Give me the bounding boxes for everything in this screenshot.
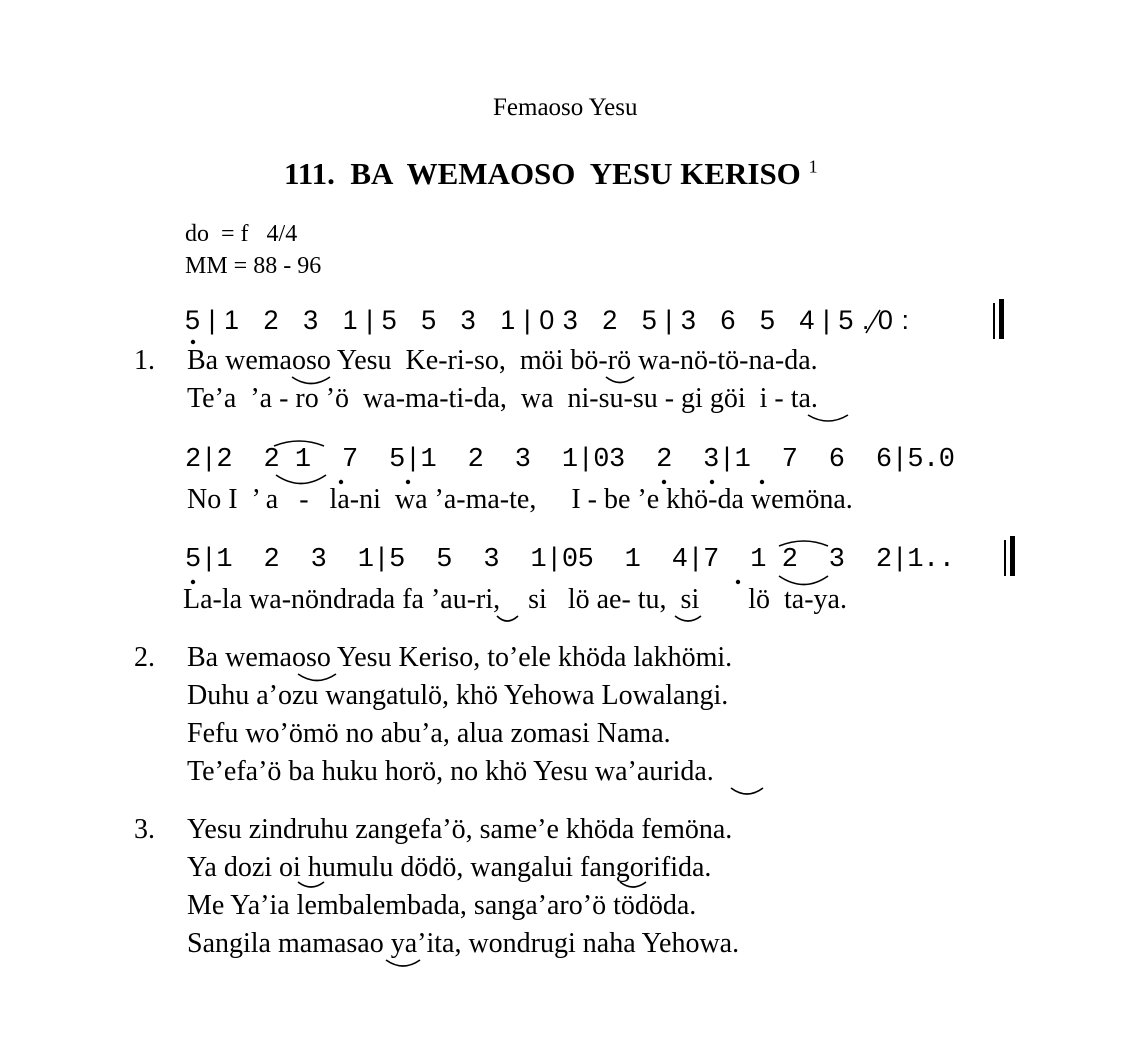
page-header: Femaoso Yesu [493,94,638,121]
slur-arc [497,616,518,621]
verse2-line-2: Duhu a’ozu wangatulö, khö Yehowa Lowalangi. [187,680,729,711]
verse2-line-3: Fefu wo’ömö no abu’a, alua zomasi Nama. [187,718,671,749]
verse-number-1: 1. [134,345,155,376]
hymn-title-text: 111. BA WEMAOSO YESU KERISO [284,156,801,191]
lyric-line-1b: Te’a ’a - ro ’ö wa-ma-ti-da, wa ni-su-su - gi göi i - ta. [187,383,818,414]
verse2-line-4: Te’efa’ö ba huku horö, no khö Yesu wa’aurida. [187,756,714,787]
verse3-line-4: Sangila mamasao ya’ita, wondrugi naha Yehowa. [187,928,740,959]
lyric-line-1a: Ba wemaoso Yesu Ke-ri-so, möi bö-rö wa-nö-tö-na-da. [187,345,818,376]
verse-number-3: 3. [134,814,155,845]
key-signature: do = f 4/4 [185,221,298,247]
final-barline-thin [1004,540,1006,576]
verse2-line-1: Ba wemaoso Yesu Keriso, to’ele khöda lakhömi. [187,642,733,673]
octave-dot [191,340,195,344]
notation-line-1: 5 | 1 2 3 1 | 5 5 3 1 | 0 3 2 5 | 3 6 5 4 | 5 . 0 : [185,305,910,335]
final-barline-thick [1010,536,1015,576]
notation-line-2: 2|2 2 1 7 5|1 2 3 1|03 2 3|1 7 6 6|5.0 [185,445,955,475]
slur-arc [731,788,763,794]
slur-arc [606,377,634,383]
hymn-title [284,156,818,192]
slur-arc [276,475,326,484]
repeat-barline-thin [993,303,995,339]
repeat-barline-thick [999,299,1004,339]
title-footnote: 1 [808,156,818,177]
verse3-line-2: Ya dozi oi humulu dödö, wangalui fangorifida. [187,852,712,883]
lyric-line-3: La-la wa-nöndrada fa ’au-ri, si lö ae- tu, si lö ta-ya. [183,584,847,615]
lyric-line-2: No I ’ a - la-ni wa ’a-ma-te, I - be ’e khö-da wemöna. [187,484,853,515]
notation-line-3: 5|1 2 3 1|5 5 3 1|05 1 4|7 1 2 3 2|1.. [185,545,955,575]
tempo-marking: MM = 88 - 96 [185,253,322,279]
slur-arc [808,415,848,421]
slur-arc [386,960,420,966]
verse3-line-1: Yesu zindruhu zangefa’ö, same’e khöda femöna. [187,814,733,845]
verse-number-2: 2. [134,642,155,673]
verse3-line-3: Me Ya’ia lembalembada, sanga’aro’ö tödöda. [187,890,697,921]
slur-arc [675,616,701,621]
